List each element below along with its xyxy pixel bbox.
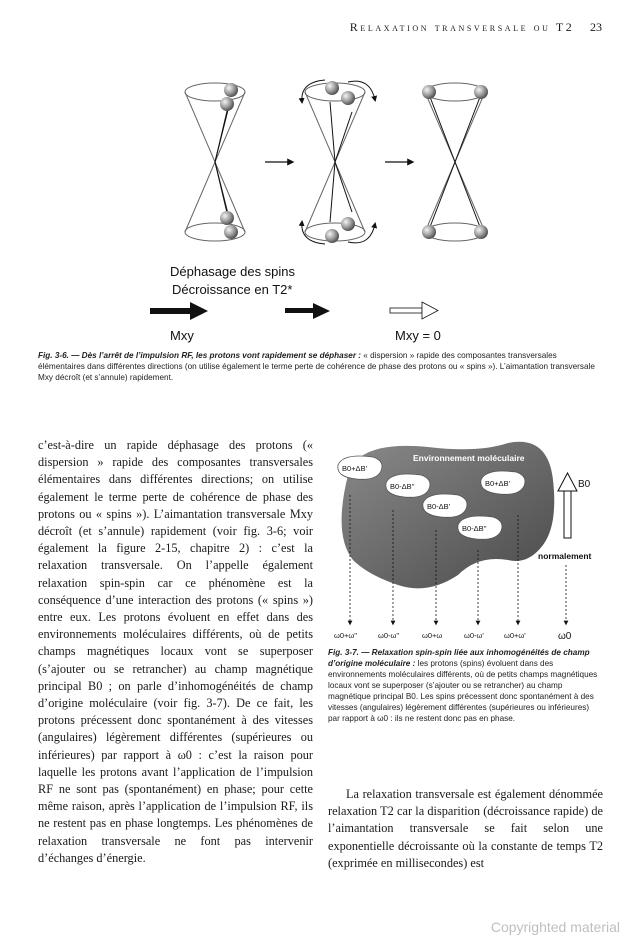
page-number: 23 [590,20,602,34]
fig36-title-1: Déphasage des spins [170,264,296,279]
cone-dephased [422,83,488,241]
running-title: Relaxation transversale ou T2 [349,20,575,34]
paragraph: c’est-à-dire un rapide déphasage des protons (« dispersion » rapide des composantes transversales élémentaires dans différentes directions; on utilise également le terme perte de cohérence de phase des protons ou « spins »). L’aimantation transversale Mxy décroît (et s’annule) rapidement (voir fig. 3-6; voir également la figure 2-15, chapitre 2) : c’est la relaxation transversale. On l’appelle également relaxation spin-spin car ce phénomène est la conséquence d’une interaction des protons (« spins ») entre eux. Les protons évoluent en effet dans des environnements moléculaires différents, où de petits champs magnétiques locaux vont se superposer (s’ajouter ou se retrancher) au champ magnétique principal B0 ; on parle d’inhomogénéités de champ d’origine moléculaire (voir fig. 3-7). De ce fait, les protons précessent donc spontanément à des vitesses (angulaires) légèrement différentes (supérieures ou inférieures) par rapport à ω0 : c’est la raison pour laquelle les protons avant l’application de l’impulsion RF ne sont pas (spontanément) en phase; pour cette même raison, après l’application de l’impulsion RF, ils ne restent pas en phase longtemps. Les phénomènes de relaxation transversale ne font pas intervenir d’échanges d’énergie. [38,438,313,865]
field-label: B0+ΔB' [485,479,510,488]
mxy-arrows [150,302,438,320]
normal-label: normalement [538,551,592,561]
running-header [350,20,602,35]
cone-dephasing [302,80,375,244]
frequency-label: ω0+ω'' [334,631,358,640]
field-label: B0-ΔB'' [462,524,487,533]
caption-label: Fig. 3-6. — Dès l’arrêt de l’impulsion RF, les protons vont rapidement se déphaser : [38,351,362,360]
frequency-label: ω0-ω' [464,631,484,640]
fig36-title-2: Décroissance en T2* [172,282,293,297]
body-left-column [38,437,313,867]
cone-in-phase [185,83,245,241]
frequency-label: ω0+ω' [504,631,526,640]
frequency-label: ω0 [558,631,572,642]
figure-3-6-caption [38,350,598,383]
b0-arrow [558,473,577,538]
b0-label: B0 [578,479,591,490]
body-right-column [328,786,603,872]
label-mxy-zero: Mxy = 0 [395,328,441,343]
caption-text: les protons (spins) évoluent dans des environnements moléculaires différents, où de petits champs magnétiques locaux vont se superposer (s’ajouter ou se retrancher) au champ magnétique principal B0. Les spins précessent donc spontanément à des vitesses (angulaires) légèrement différentes (supérieures ou inférieures) par rapport à ω0 : ils ne restent donc pas en phase. [328,659,598,723]
caption-text: « dispersion » rapide des composantes transversales élémentaires dans différentes directions (on utilise également le terme perte de cohérence de phase des protons ou « spins »). L’aimantation transversale Mxy décroît (et s’annule) rapidement. [38,351,595,382]
field-label: B0-ΔB'' [390,482,415,491]
paragraph: La relaxation transversale est également dénommée relaxation T2 car la disparition (décroissance rapide) de l’aimantation transversale se fait selon une exponentielle décroissante où la constante de temps T2 (exprimée en millisecondes) est [328,787,603,870]
label-mxy: Mxy [170,328,194,343]
field-label: B0-ΔB' [427,502,451,511]
caption-label: Fig. 3-7. — Relaxation spin-spin liée aux inhomogénéités de champ d’origine moléculaire : [328,648,590,668]
frequency-label: ω0-ω'' [378,631,400,640]
watermark: Copyrighted material [490,919,620,935]
figure-3-6 [170,52,620,352]
field-label: B0+ΔB' [342,464,367,473]
blob-title: Environnement moléculaire [413,453,525,463]
figure-3-7-caption [328,647,600,724]
frequency-label: ω0+ω [422,631,443,640]
figure-3-7 [328,435,608,645]
